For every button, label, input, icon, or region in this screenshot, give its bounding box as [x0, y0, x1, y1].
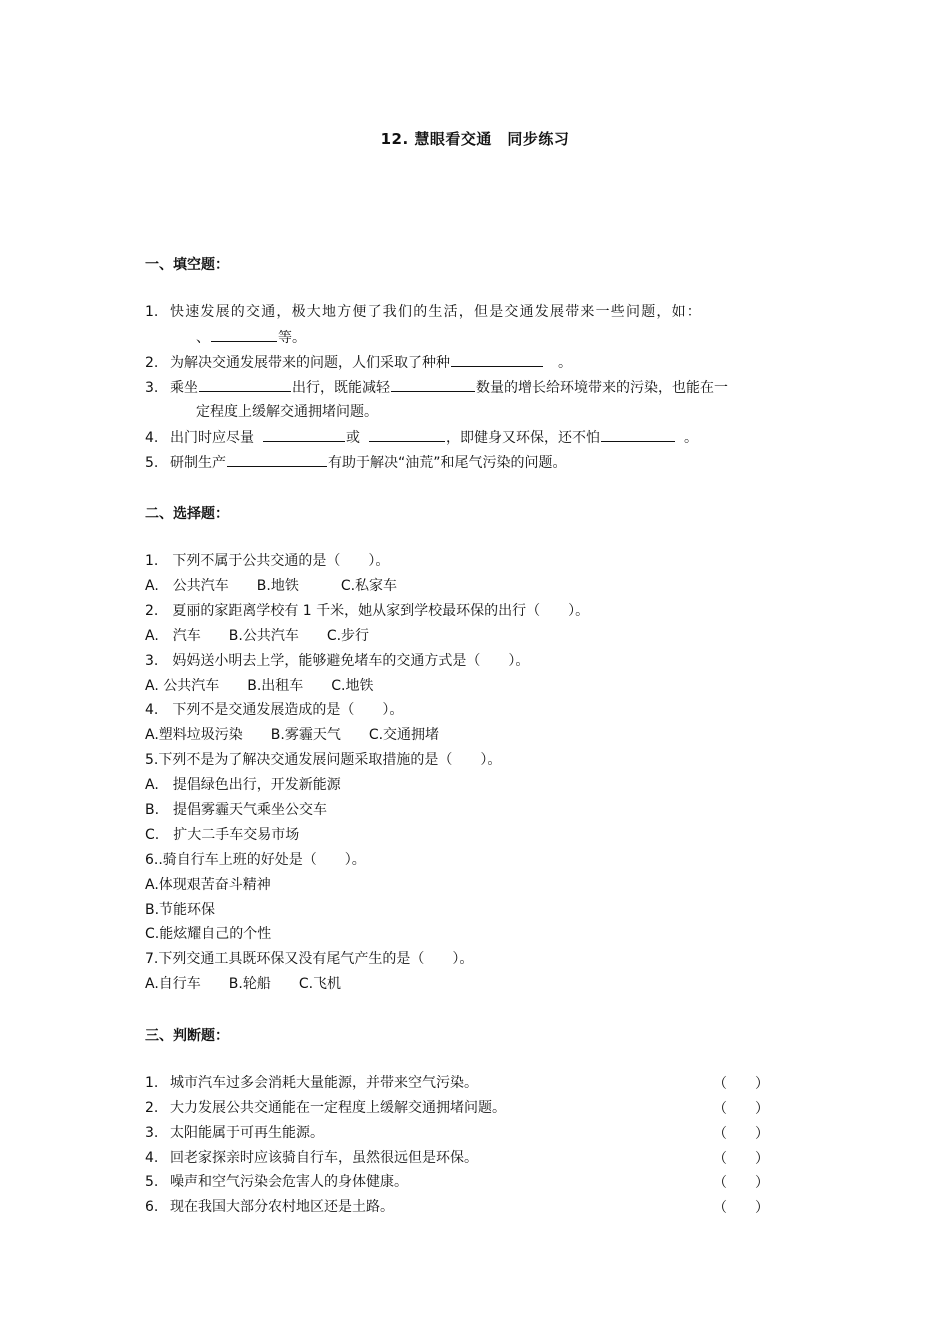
question-text: 快速发展的交通，极大地方便了我们的生活，但是交通发展带来一些问题，如： [170, 304, 702, 320]
question-number: 3. [145, 1125, 159, 1141]
answer-parentheses[interactable]: （ ） [713, 1200, 769, 1216]
question-number: 2. [145, 1100, 159, 1116]
question-text: 研制生产 [170, 455, 226, 471]
question-text: 有助于解决“油荒”和尾气污染的问题。 [328, 455, 567, 471]
choice-question-2: 2. 夏丽的家距离学校有 1 千米，她从家到学校最环保的出行（ ）。 [145, 603, 590, 619]
question-number: 2. [145, 355, 159, 371]
question-text: 噪声和空气污染会危害人的身体健康。 [170, 1174, 408, 1190]
question-text: 出门时应尽量 [170, 430, 254, 446]
judge-question-2 [145, 1098, 506, 1118]
judge-question-4 [145, 1148, 478, 1168]
choice-question-3: 3. 妈妈送小明去上学，能够避免堵车的交通方式是（ ）。 [145, 653, 530, 669]
answer-blank[interactable] [227, 452, 327, 467]
choice-option-5c: C. 扩大二手车交易市场 [145, 827, 300, 843]
choice-question-7: 7.下列交通工具既环保又没有尾气产生的是（ ）。 [145, 951, 474, 967]
choice-option-5b: B. 提倡雾霾天气乘坐公交车 [145, 802, 328, 818]
answer-parentheses[interactable]: （ ） [713, 1151, 769, 1167]
section-heading-fill: 一、填空题： [145, 257, 229, 273]
fill-question-3-continued: 定程度上缓解交通拥堵问题。 [196, 404, 378, 420]
answer-blank[interactable] [451, 352, 543, 367]
question-number: 5. [145, 455, 159, 471]
choice-options-2: A. 汽车 B.公共汽车 C.步行 [145, 628, 370, 644]
question-text: 太阳能属于可再生能源。 [170, 1125, 324, 1141]
choice-question-5: 5.下列不是为了解决交通发展问题采取措施的是（ ）。 [145, 752, 502, 768]
answer-parentheses[interactable]: （ ） [713, 1126, 769, 1142]
choice-question-1: 1. 下列不属于公共交通的是（ ）。 [145, 553, 390, 569]
question-number: 5. [145, 1174, 159, 1190]
answer-blank[interactable] [369, 427, 445, 442]
answer-parentheses[interactable]: （ ） [713, 1101, 769, 1117]
question-number: 1. [145, 304, 159, 320]
fill-question-1 [145, 302, 702, 322]
choice-option-6a: A.体现艰苦奋斗精神 [145, 877, 271, 893]
question-text: 。 [558, 355, 572, 371]
question-number: 4. [145, 1150, 159, 1166]
choice-options-7: A.自行车 B.轮船 C.飞机 [145, 976, 342, 992]
question-text: 出行，既能减轻 [292, 380, 390, 396]
question-text: ，即健身又环保，还不怕 [446, 430, 600, 446]
choice-option-6b: B.节能环保 [145, 902, 216, 918]
fill-question-2 [145, 352, 572, 373]
question-text: 大力发展公共交通能在一定程度上缓解交通拥堵问题。 [170, 1100, 506, 1116]
question-text: 为解决交通发展带来的问题，人们采取了种种 [170, 355, 450, 371]
question-text: 数量的增长给环境带来的污染，也能在一 [476, 380, 728, 396]
judge-question-5 [145, 1172, 408, 1192]
choice-options-3: A. 公共汽车 B.出租车 C.地铁 [145, 678, 374, 694]
fill-question-1-continued [196, 327, 306, 348]
fill-question-3 [145, 377, 728, 398]
choice-options-1: A. 公共汽车 B.地铁 C.私家车 [145, 578, 398, 594]
question-number: 4. [145, 430, 159, 446]
choice-option-6c: C.能炫耀自己的个性 [145, 926, 272, 942]
answer-blank[interactable] [391, 377, 475, 392]
question-number: 1. [145, 1075, 159, 1091]
question-text: 乘坐 [170, 380, 198, 396]
answer-blank[interactable] [263, 427, 345, 442]
page-title: 12. 慧眼看交通 同步练习 [380, 130, 570, 148]
question-text: 。 [684, 430, 698, 446]
judge-question-3 [145, 1123, 324, 1143]
answer-blank[interactable] [199, 377, 291, 392]
question-text: 、 [196, 330, 210, 346]
fill-question-4 [145, 427, 698, 448]
answer-blank[interactable] [601, 427, 675, 442]
answer-parentheses[interactable]: （ ） [713, 1076, 769, 1092]
choice-question-6: 6..骑自行车上班的好处是（ ）。 [145, 852, 366, 868]
choice-option-5a: A. 提倡绿色出行，开发新能源 [145, 777, 341, 793]
question-text: 现在我国大部分农村地区还是土路。 [170, 1199, 394, 1215]
choice-question-4: 4. 下列不是交通发展造成的是（ ）。 [145, 702, 404, 718]
choice-options-4: A.塑料垃圾污染 B.雾霾天气 C.交通拥堵 [145, 727, 440, 743]
section-heading-choice: 二、选择题： [145, 506, 229, 522]
question-number: 3. [145, 380, 159, 396]
answer-parentheses[interactable]: （ ） [713, 1175, 769, 1191]
question-text: 或 [346, 430, 360, 446]
section-heading-judge: 三、判断题： [145, 1028, 229, 1044]
fill-question-5 [145, 452, 567, 473]
judge-question-1 [145, 1073, 478, 1093]
question-number: 6. [145, 1199, 159, 1215]
answer-blank[interactable] [211, 327, 277, 342]
question-text: 回老家探亲时应该骑自行车，虽然很远但是环保。 [170, 1150, 478, 1166]
question-text: 等。 [278, 330, 306, 346]
judge-question-6 [145, 1197, 394, 1217]
question-text: 城市汽车过多会消耗大量能源，并带来空气污染。 [170, 1075, 478, 1091]
